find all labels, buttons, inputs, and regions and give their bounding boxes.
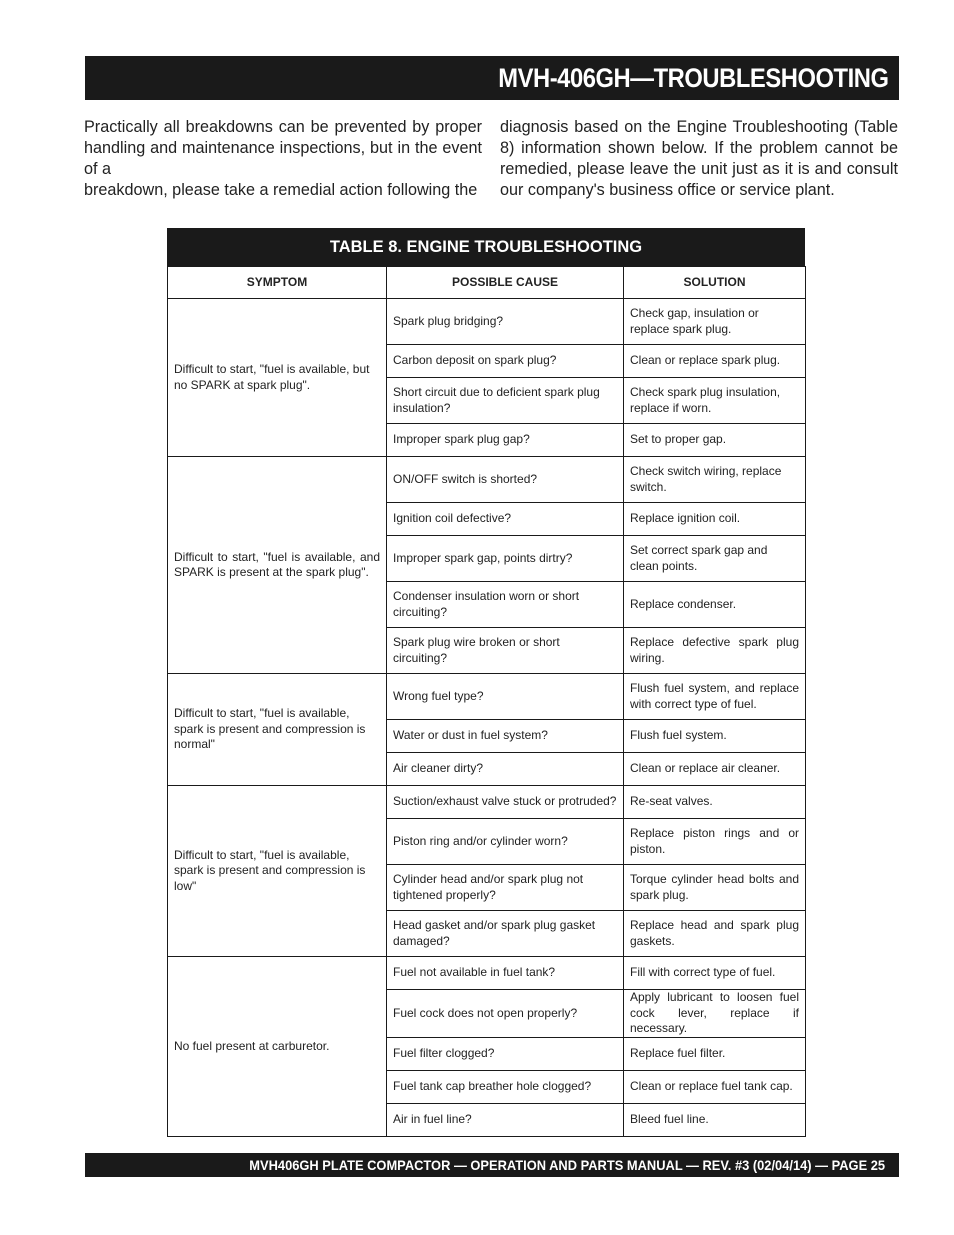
solution-cell: Flush fuel system, and replace with correct type of fuel.: [624, 674, 806, 720]
cause-cell: Air cleaner dirty?: [387, 753, 624, 786]
table-row: [168, 957, 806, 990]
solution-cell: Replace ignition coil.: [624, 503, 806, 536]
cause-cell: Fuel tank cap breather hole clogged?: [387, 1070, 624, 1103]
header-symptom: SYMPTOM: [168, 267, 387, 299]
page-footer: [85, 1153, 899, 1177]
solution-cell: Clean or replace spark plug.: [624, 345, 806, 378]
cause-cell: Improper spark gap, points dirtry?: [387, 536, 624, 582]
solution-cell: Replace piston rings and or piston.: [624, 819, 806, 865]
cause-cell: Piston ring and/or cylinder worn?: [387, 819, 624, 865]
symptom-cell: No fuel present at carburetor.: [168, 957, 387, 1137]
solution-cell: Set to proper gap.: [624, 424, 806, 457]
cause-cell: Improper spark plug gap?: [387, 424, 624, 457]
solution-cell: Check spark plug insulation, replace if worn.: [624, 378, 806, 424]
symptom-cell: Difficult to start, "fuel is available, spark is present and compression is normal": [168, 674, 387, 786]
solution-cell: Torque cylinder head bolts and spark plug.: [624, 865, 806, 911]
header-possible-cause: POSSIBLE CAUSE: [387, 267, 624, 299]
cause-cell: Spark plug bridging?: [387, 299, 624, 345]
table-header-row: [168, 267, 806, 299]
solution-cell: Check gap, insulation or replace spark plug.: [624, 299, 806, 345]
solution-cell: Fill with correct type of fuel.: [624, 957, 806, 990]
solution-cell: Check switch wiring, replace switch.: [624, 457, 806, 503]
solution-cell: Replace head and spark plug gaskets.: [624, 911, 806, 957]
cause-cell: Fuel filter clogged?: [387, 1037, 624, 1070]
intro-right-column: diagnosis based on the Engine Troubleshooting (Table 8) information shown below. If the problem cannot be remedied, please leave the unit just as it is and consult our company's business office or service plant.: [500, 118, 898, 199]
symptom-cell: Difficult to start, "fuel is available, spark is present and compression is low": [168, 786, 387, 957]
intro-left-text: Practically all breakdowns can be prevented by proper handling and maintenance inspections, but in the event of a: [84, 118, 482, 178]
page-header: [85, 56, 899, 100]
table-title: TABLE 8. ENGINE TROUBLESHOOTING: [167, 228, 805, 266]
solution-cell: Set correct spark gap and clean points.: [624, 536, 806, 582]
footer-text: MVH406GH PLATE COMPACTOR — OPERATION AND PARTS MANUAL — REV. #3 (02/04/14) — PAGE 25: [249, 1157, 885, 1173]
solution-cell: Bleed fuel line.: [624, 1103, 806, 1136]
cause-cell: Head gasket and/or spark plug gasket damaged?: [387, 911, 624, 957]
cause-cell: Suction/exhaust valve stuck or protruded?: [387, 786, 624, 819]
solution-cell: Replace fuel filter.: [624, 1037, 806, 1070]
solution-cell: Clean or replace air cleaner.: [624, 753, 806, 786]
table-row: [168, 299, 806, 345]
cause-cell: Condenser insulation worn or short circuiting?: [387, 582, 624, 628]
cause-cell: Air in fuel line?: [387, 1103, 624, 1136]
cause-cell: Short circuit due to deficient spark plug insulation?: [387, 378, 624, 424]
intro-left-last-line: breakdown, please take a remedial action following the: [84, 181, 478, 199]
solution-cell: Clean or replace fuel tank cap.: [624, 1070, 806, 1103]
intro-left-column: [84, 117, 482, 201]
cause-cell: Carbon deposit on spark plug?: [387, 345, 624, 378]
solution-cell: Flush fuel system.: [624, 720, 806, 753]
cause-cell: Ignition coil defective?: [387, 503, 624, 536]
solution-cell: Replace condenser.: [624, 582, 806, 628]
table-body: [168, 299, 806, 1137]
solution-cell: Re-seat valves.: [624, 786, 806, 819]
symptom-cell: Difficult to start, "fuel is available, and SPARK is present at the spark plug".: [168, 457, 387, 674]
cause-cell: Spark plug wire broken or short circuiting?: [387, 628, 624, 674]
cause-cell: Wrong fuel type?: [387, 674, 624, 720]
cause-cell: Fuel cock does not open properly?: [387, 990, 624, 1038]
solution-cell: Replace defective spark plug wiring.: [624, 628, 806, 674]
header-solution: SOLUTION: [624, 267, 806, 299]
solution-cell: Apply lubricant to loosen fuel cock lever, replace if necessary.: [624, 990, 806, 1038]
table-row: [168, 457, 806, 503]
cause-cell: Fuel not available in fuel tank?: [387, 957, 624, 990]
cause-cell: ON/OFF switch is shorted?: [387, 457, 624, 503]
symptom-cell: Difficult to start, "fuel is available, but no SPARK at spark plug".: [168, 299, 387, 457]
page-title: MVH-406GH—TROUBLESHOOTING: [498, 62, 889, 93]
table-row: [168, 786, 806, 819]
troubleshooting-table: [167, 228, 805, 1137]
cause-cell: Cylinder head and/or spark plug not tightened properly?: [387, 865, 624, 911]
cause-cell: Water or dust in fuel system?: [387, 720, 624, 753]
troubleshooting-grid: [167, 266, 806, 1137]
table-row: [168, 674, 806, 720]
